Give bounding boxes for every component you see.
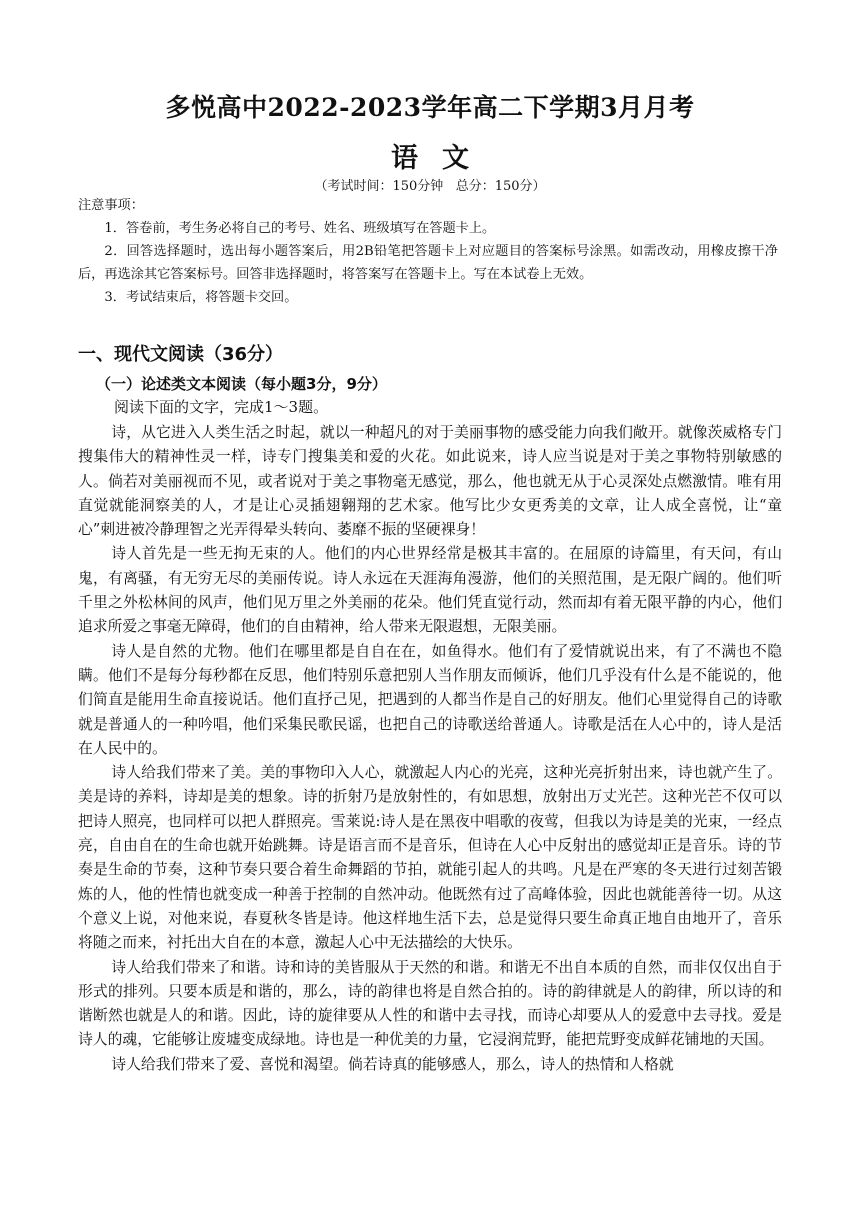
notes-heading: 注意事项： bbox=[78, 198, 144, 213]
note-item-2: 2．回答选择题时，选出每小题答案后，用2B铅笔把答题卡上对应题目的答案标号涂黑。如需改动，用橡皮擦干净后，再选涂其它答案标号。回答非选择题时，将答案写在答题卡上。写在本试卷上无效。 bbox=[78, 244, 778, 282]
exam-title: 多悦高中2022-2023学年高二下学期3月月考 bbox=[165, 93, 695, 122]
sub-heading: （一）论述类文本阅读（每小题3分，9分） bbox=[96, 375, 387, 393]
section-heading: 一、现代文阅读（36分） bbox=[78, 344, 284, 365]
notes-block bbox=[78, 194, 778, 309]
reading-passage bbox=[78, 421, 782, 1077]
reading-instruction: 阅读下面的文字，完成1～3题。 bbox=[114, 398, 329, 416]
passage-paragraph-6: 诗人给我们带来了爱、喜悦和渴望。倘若诗真的能够感人，那么，诗人的热情和人格就 bbox=[111, 1055, 674, 1073]
passage-paragraph-2: 诗人首先是一些无拘无束的人。他们的内心世界经常是极其丰富的。在屈原的诗篇里，有天问，有山鬼，有离骚，有无穷无尽的美丽传说。诗人永远在天涯海角漫游，他们的关照范围，是无限广阔的。他们听千里之外松林间的风声，他们见万里之外美丽的花朵。他们凭直觉行动，然而却有着无限平静的内心，他们追求所爱之事毫无障碍，他们的自由精神，给人带来无限遐想，无限美丽。 bbox=[78, 545, 782, 636]
note-item-1: 1．答卷前，考生务必将自己的考号、姓名、班级填写在答题卡上。 bbox=[104, 221, 496, 236]
passage-paragraph-3: 诗人是自然的尤物。他们在哪里都是自自在在，如鱼得水。他们有了爱情就说出来，有了不满也不隐瞒。他们不是每分每秒都在反思，他们特别乐意把别人当作朋友而倾诉，他们几乎没有什么是不能说的，他们简直是能用生命直接说话。他们直抒己见，把遇到的人都当作是自己的好朋友。他们心里觉得自己的诗歌就是普通人的一种吟唱，他们采集民歌民谣，也把自己的诗歌送给普通人。诗歌是活在人心中的，诗人是活在人民中的。 bbox=[78, 642, 782, 757]
exam-info: （考试时间：150分钟 总分：150分） bbox=[314, 179, 546, 194]
passage-paragraph-1: 诗，从它进入人类生活之时起，就以一种超凡的对于美丽事物的感受能力向我们敞开。就像茨威格专门搜集伟大的精神性灵一样，诗专门搜集美和爱的火花。如此说来，诗人应当说是对于美之事物特别敏感的人。倘若对美丽视而不见，或者说对于美之事物毫无感觉，那么，他也就无从于心灵深处点燃激情。唯有用直觉就能洞察美的人，才是让心灵插翅翱翔的艺术家。他写比少女更秀美的文章，让人成全喜悦，让“童心”刺进被冷静理智之光弄得晕头转向、萎靡不振的坚硬裸身！ bbox=[78, 424, 782, 539]
passage-paragraph-5: 诗人给我们带来了和谐。诗和诗的美皆服从于天然的和谐。和谐无不出自本质的自然，而非仅仅出自于形式的排列。只要本质是和谐的，那么，诗的韵律也将是自然合拍的。诗的韵律就是人的韵律，所以诗的和谐断然也就是人的和谐。因此，诗的旋律要从人性的和谐中去寻找，而诗心却要从人的爱意中去寻找。爱是诗人的魂，它能够让废墟变成绿地。诗也是一种优美的力量，它浸润荒野，能把荒野变成鲜花铺地的天国。 bbox=[78, 958, 782, 1049]
passage-paragraph-4: 诗人给我们带来了美。美的事物印入人心，就激起人内心的光亮，这种光亮折射出来，诗也就产生了。美是诗的养料，诗却是美的想象。诗的折射乃是放射性的，有如思想，放射出万丈光芒。这种光芒不仅可以把诗人照亮，也同样可以把人群照亮。雪莱说:诗人是在黑夜中唱歌的夜莺，但我以为诗是美的光束，一经点亮，自由自在的生命也就开始跳舞。诗是语言而不是音乐，但诗在人心中反射出的感觉却正是音乐。诗的节奏是生命的节奏，这种节奏只要合着生命舞蹈的节拍，就能引起人的共鸣。凡是在严寒的冬天进行过刻苦锻炼的人，他的性情也就变成一种善于控制的自然冲动。他既然有过了高峰体验，因此也就能善待一切。从这个意义上说，对他来说，春夏秋冬皆是诗。他这样地生活下去，总是觉得只要生命真正地自由地开了，音乐将随之而来，衬托出大自在的本意，激起人心中无法描绘的大快乐。 bbox=[78, 764, 782, 952]
note-item-3: 3．考试结束后，将答题卡交回。 bbox=[104, 290, 298, 305]
subject-title: 语文 bbox=[391, 143, 493, 174]
